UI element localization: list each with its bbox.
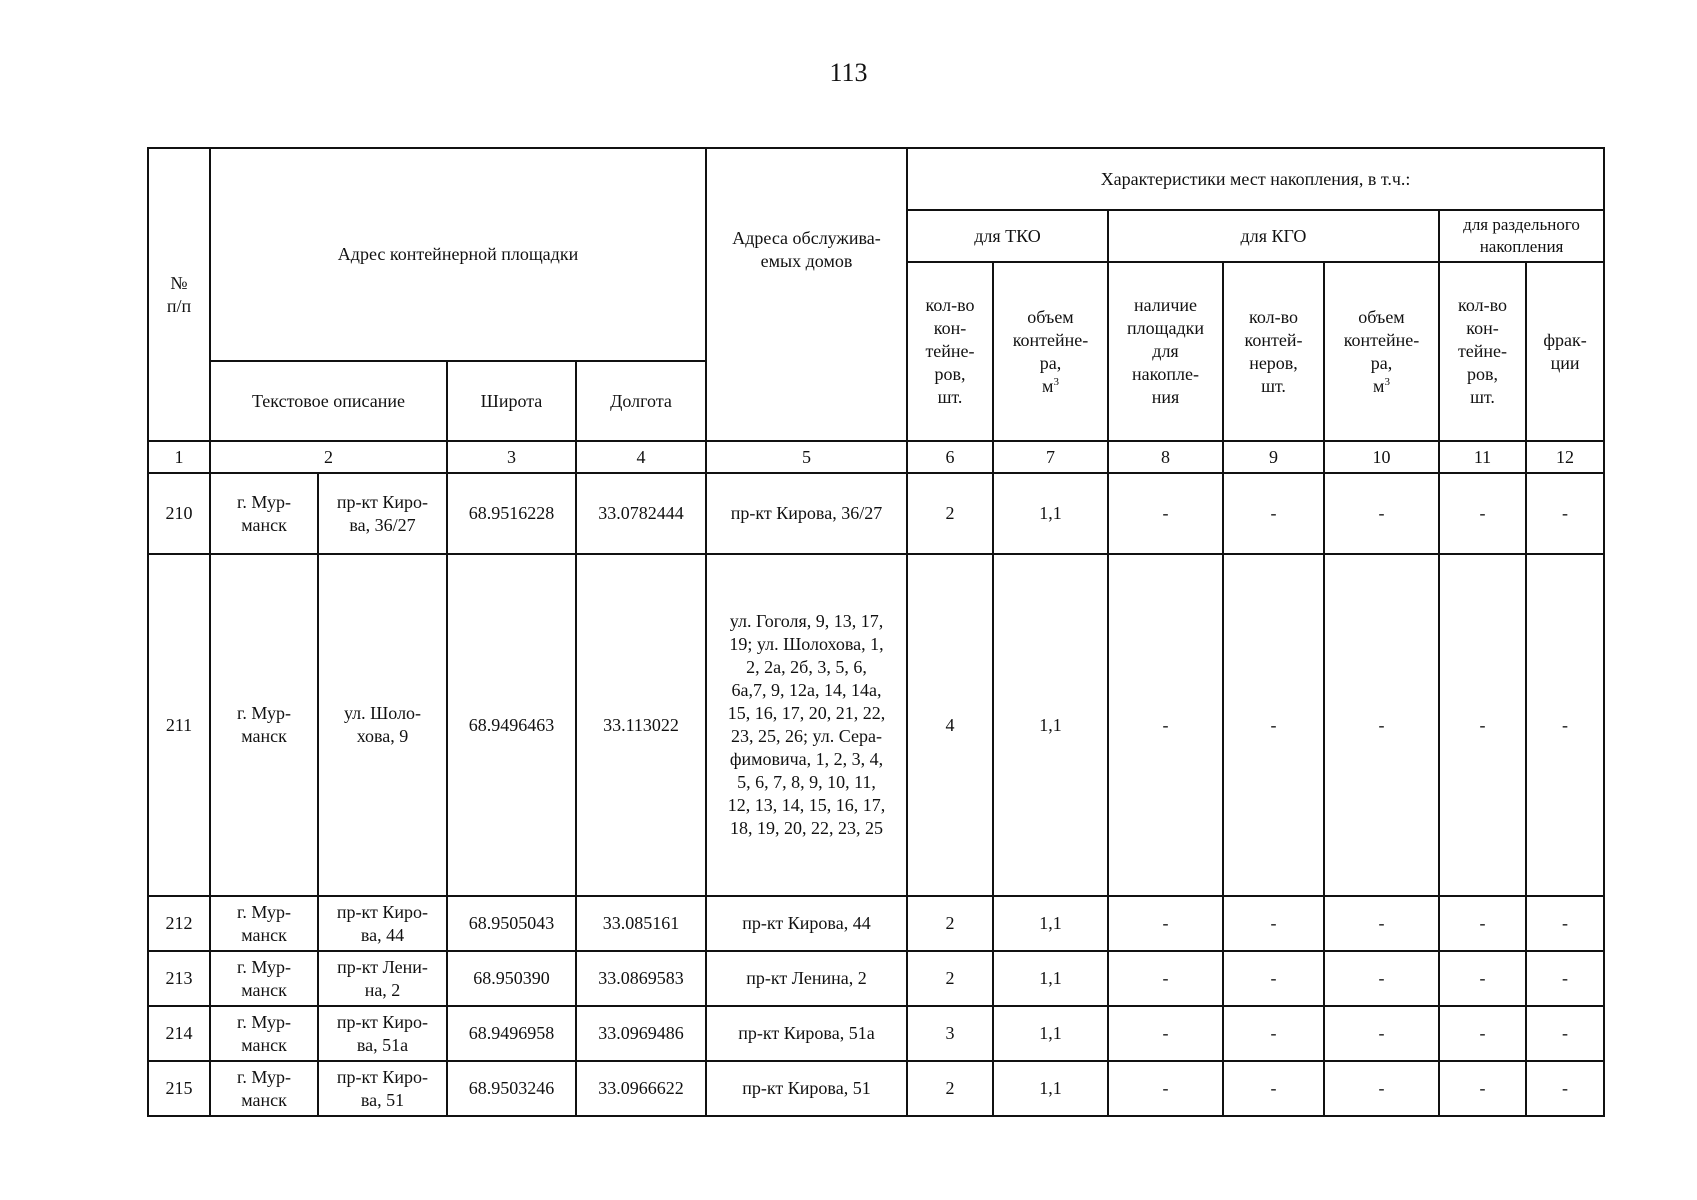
row-tko-volume: 1,1 [993, 1006, 1108, 1061]
container-sites-table [147, 147, 1605, 1117]
column-number: 10 [1324, 441, 1439, 473]
row-sep-fractions: - [1526, 1061, 1604, 1116]
row-tko-count: 2 [907, 473, 993, 554]
row-latitude: 68.9505043 [447, 896, 576, 951]
header-tko-volume: объем контейне- ра, $м^3$ [993, 262, 1108, 441]
row-num: 210 [148, 473, 210, 554]
row-longitude: 33.0869583 [576, 951, 706, 1006]
header-tko: для ТКО [907, 210, 1108, 262]
column-number: 4 [576, 441, 706, 473]
row-sep-fractions: - [1526, 554, 1604, 896]
row-city: г. Мур- манск [210, 473, 318, 554]
column-number: 5 [706, 441, 907, 473]
row-longitude: 33.0969486 [576, 1006, 706, 1061]
header-sep-count: кол-во кон- тейне- ров, шт. [1439, 262, 1526, 441]
row-kgo-site: - [1108, 1006, 1223, 1061]
row-sep-fractions: - [1526, 1006, 1604, 1061]
row-kgo-count: - [1223, 896, 1324, 951]
row-served-houses: пр-кт Кирова, 44 [706, 896, 907, 951]
row-kgo-site: - [1108, 1061, 1223, 1116]
row-street: пр-кт Киро- ва, 44 [318, 896, 447, 951]
row-latitude: 68.9503246 [447, 1061, 576, 1116]
row-sep-count: - [1439, 896, 1526, 951]
row-sep-count: - [1439, 1061, 1526, 1116]
row-tko-count: 2 [907, 1061, 993, 1116]
header-kgo-site: наличие площадки для накопле- ния [1108, 262, 1223, 441]
column-number: 12 [1526, 441, 1604, 473]
row-num: 211 [148, 554, 210, 896]
row-street: пр-кт Киро- ва, 51а [318, 1006, 447, 1061]
row-tko-count: 2 [907, 896, 993, 951]
row-kgo-count: - [1223, 1061, 1324, 1116]
row-tko-count: 2 [907, 951, 993, 1006]
header-latitude: Широта [447, 361, 576, 441]
header-num: № п/п [148, 148, 210, 441]
row-num: 212 [148, 896, 210, 951]
column-number: 3 [447, 441, 576, 473]
row-served-houses: пр-кт Кирова, 51 [706, 1061, 907, 1116]
column-number: 8 [1108, 441, 1223, 473]
row-tko-volume: 1,1 [993, 951, 1108, 1006]
row-served-houses: пр-кт Ленина, 2 [706, 951, 907, 1006]
row-kgo-count: - [1223, 951, 1324, 1006]
row-city: г. Мур- манск [210, 951, 318, 1006]
row-street: ул. Шоло- хова, 9 [318, 554, 447, 896]
row-kgo-site: - [1108, 951, 1223, 1006]
header-tko-count: кол-во кон- тейне- ров, шт. [907, 262, 993, 441]
header-sep-fractions: фрак- ции [1526, 262, 1604, 441]
row-street: пр-кт Киро- ва, 51 [318, 1061, 447, 1116]
cubic-superscript: 3 [1053, 375, 1059, 388]
header-address-group: Адрес контейнерной площадки [210, 148, 706, 361]
row-kgo-count: - [1223, 554, 1324, 896]
header-text-description: Текстовое описание [210, 361, 447, 441]
page-number: 113 [829, 58, 868, 87]
row-tko-volume: 1,1 [993, 473, 1108, 554]
row-kgo-volume: - [1324, 473, 1439, 554]
row-tko-volume: 1,1 [993, 896, 1108, 951]
header-kgo-volume: объем контейне- ра, $м^3$ [1324, 262, 1439, 441]
header-longitude: Долгота [576, 361, 706, 441]
row-served-houses: ул. Гоголя, 9, 13, 17, 19; ул. Шолохова, 1, 2, 2а, 2б, 3, 5, 6, 6а,7, 9, 12а, 14, 14а, 15, 16, 17, 20, 21, 22, 23, 25, 26; ул. Сера- фимовича, 1, 2, 3, 4, 5, 6, 7, 8, 9, 10, 11, 12, 13, 14, 15, 16, 17, 18, 19, 20, 22, 23, 25 [706, 554, 907, 896]
table-row [148, 951, 1604, 1006]
table-row [148, 896, 1604, 951]
header-separate: для раздельного накопления [1439, 210, 1604, 262]
row-tko-count: 3 [907, 1006, 993, 1061]
row-num: 213 [148, 951, 210, 1006]
header-kgo-count: кол-во контей- неров, шт. [1223, 262, 1324, 441]
row-latitude: 68.9516228 [447, 473, 576, 554]
row-kgo-count: - [1223, 1006, 1324, 1061]
row-num: 215 [148, 1061, 210, 1116]
row-latitude: 68.9496958 [447, 1006, 576, 1061]
column-number: 6 [907, 441, 993, 473]
row-latitude: 68.9496463 [447, 554, 576, 896]
row-kgo-count: - [1223, 473, 1324, 554]
row-kgo-volume: - [1324, 896, 1439, 951]
row-sep-fractions: - [1526, 896, 1604, 951]
row-tko-volume: 1,1 [993, 554, 1108, 896]
row-kgo-site: - [1108, 554, 1223, 896]
row-kgo-volume: - [1324, 951, 1439, 1006]
row-city: г. Мур- манск [210, 554, 318, 896]
column-number: 2 [210, 441, 447, 473]
row-sep-count: - [1439, 554, 1526, 896]
row-longitude: 33.113022 [576, 554, 706, 896]
row-longitude: 33.0966622 [576, 1061, 706, 1116]
row-served-houses: пр-кт Кирова, 51а [706, 1006, 907, 1061]
row-longitude: 33.085161 [576, 896, 706, 951]
row-sep-fractions: - [1526, 473, 1604, 554]
row-served-houses: пр-кт Кирова, 36/27 [706, 473, 907, 554]
cubic-superscript: 3 [1384, 375, 1390, 388]
header-characteristics: Характеристики мест накопления, в т.ч.: [907, 148, 1604, 210]
row-longitude: 33.0782444 [576, 473, 706, 554]
column-numbers-row [148, 441, 1604, 473]
table-row [148, 1061, 1604, 1116]
row-sep-count: - [1439, 951, 1526, 1006]
column-number: 11 [1439, 441, 1526, 473]
row-kgo-volume: - [1324, 1061, 1439, 1116]
row-tko-count: 4 [907, 554, 993, 896]
row-city: г. Мур- манск [210, 1006, 318, 1061]
row-city: г. Мур- манск [210, 1061, 318, 1116]
row-tko-volume: 1,1 [993, 1061, 1108, 1116]
table-row [148, 554, 1604, 896]
row-street: пр-кт Лени- на, 2 [318, 951, 447, 1006]
row-city: г. Мур- манск [210, 896, 318, 951]
table-row [148, 1006, 1604, 1061]
header-kgo: для КГО [1108, 210, 1439, 262]
column-number: 9 [1223, 441, 1324, 473]
row-num: 214 [148, 1006, 210, 1061]
column-number: 1 [148, 441, 210, 473]
row-kgo-site: - [1108, 473, 1223, 554]
row-kgo-volume: - [1324, 554, 1439, 896]
row-sep-count: - [1439, 1006, 1526, 1061]
row-kgo-volume: - [1324, 1006, 1439, 1061]
row-kgo-site: - [1108, 896, 1223, 951]
row-latitude: 68.950390 [447, 951, 576, 1006]
row-sep-fractions: - [1526, 951, 1604, 1006]
table-row [148, 473, 1604, 554]
row-sep-count: - [1439, 473, 1526, 554]
column-number: 7 [993, 441, 1108, 473]
row-street: пр-кт Киро- ва, 36/27 [318, 473, 447, 554]
header-served-houses: Адреса обслужива- емых домов [706, 148, 907, 441]
